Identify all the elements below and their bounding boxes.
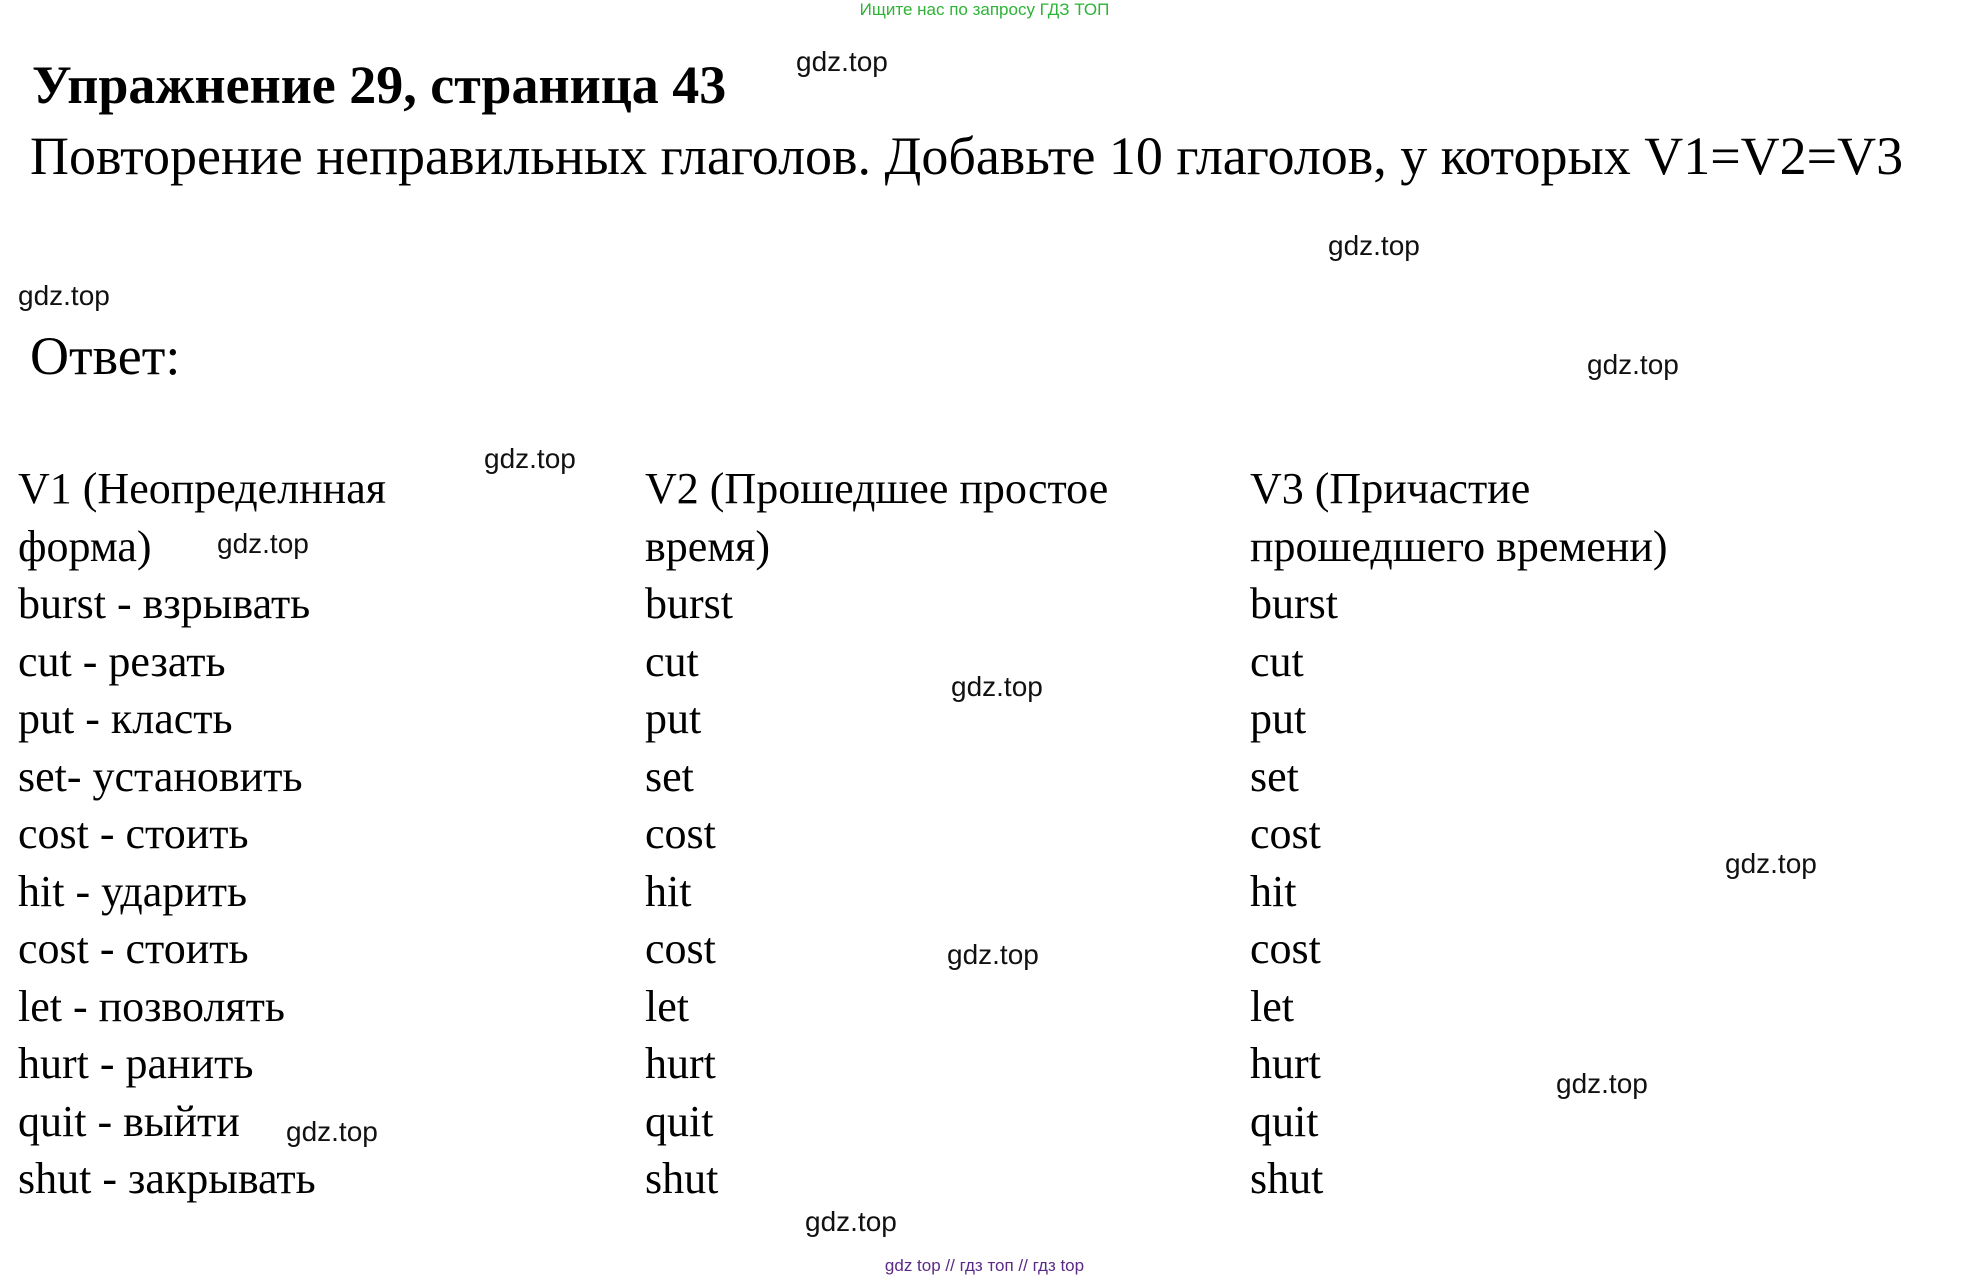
verb-row: let - позволять: [18, 981, 285, 1031]
column-header: V3 (Причастие: [1250, 464, 1531, 513]
verb-row: quit: [645, 1096, 714, 1146]
watermark: gdz.top: [951, 671, 1043, 702]
verb-row: shut: [1250, 1154, 1324, 1203]
verb-row: set: [645, 751, 694, 801]
verb-row: cost: [645, 809, 716, 858]
watermark: gdz.top: [947, 939, 1039, 970]
watermark: gdz.top: [18, 280, 110, 311]
verb-row: cost: [1250, 924, 1321, 973]
watermark: gdz.top: [1556, 1068, 1648, 1099]
column-header: форма): [18, 521, 152, 571]
watermark: gdz.top: [796, 46, 888, 77]
watermark: gdz.top: [1328, 230, 1420, 261]
watermark: gdz.top: [484, 443, 576, 474]
column-v2: [645, 460, 1108, 1208]
verb-row: put: [1250, 694, 1307, 743]
verb-row: hit - ударить: [18, 866, 248, 916]
column-header: V2 (Прошедшее простое: [645, 464, 1109, 513]
verb-row: cost: [645, 924, 716, 973]
verb-row: cut: [1250, 636, 1304, 686]
verb-row: quit: [1250, 1096, 1319, 1146]
verb-row: cost: [1250, 809, 1321, 858]
watermark: gdz.top: [1587, 349, 1679, 380]
verb-row: hurt: [645, 1039, 716, 1088]
verb-row: let: [645, 981, 689, 1031]
verb-row: burst: [1250, 579, 1338, 628]
verb-row: hurt: [1250, 1039, 1321, 1088]
task-text: Повторение неправильных глаголов. Добавьте 10 глаголов, у которых V1=V2=V3: [30, 126, 1904, 186]
verb-row: cut: [645, 636, 699, 686]
column-v3: [1250, 460, 1668, 1208]
top-note: Ищите нас по запросу ГДЗ ТОП: [859, 0, 1110, 19]
watermark: gdz.top: [217, 528, 309, 559]
verb-row: set: [1250, 751, 1299, 801]
verb-row: hit: [1250, 866, 1297, 916]
verb-row: cost - стоить: [18, 924, 249, 973]
verb-row: set- установить: [18, 751, 303, 801]
verb-row: hit: [645, 866, 692, 916]
column-header: прошедшего времени): [1250, 521, 1668, 571]
exercise-title: Упражнение 29, страница 43: [32, 55, 727, 115]
column-v1: [18, 460, 386, 1208]
watermark: gdz.top: [805, 1206, 897, 1237]
verb-row: cost - стоить: [18, 809, 249, 858]
verb-row: burst: [645, 579, 733, 628]
verb-row: quit - выйти: [18, 1096, 240, 1146]
answer-label: Ответ:: [30, 326, 181, 386]
verb-row: shut: [645, 1154, 719, 1203]
footer-links[interactable]: gdz top // гдз топ // гдз top: [884, 1256, 1085, 1275]
verb-row: shut - закрывать: [18, 1154, 316, 1203]
column-header: V1 (Неопределнная: [18, 464, 386, 513]
verb-row: let: [1250, 981, 1294, 1031]
verb-row: put: [645, 694, 702, 743]
verb-row: hurt - ранить: [18, 1039, 254, 1088]
watermark: gdz.top: [1725, 848, 1817, 879]
verb-row: burst - взрывать: [18, 579, 311, 628]
watermark: gdz.top: [286, 1116, 378, 1147]
column-header: время): [645, 521, 771, 571]
verb-row: put - класть: [18, 694, 233, 743]
verb-row: cut - резать: [18, 636, 226, 686]
